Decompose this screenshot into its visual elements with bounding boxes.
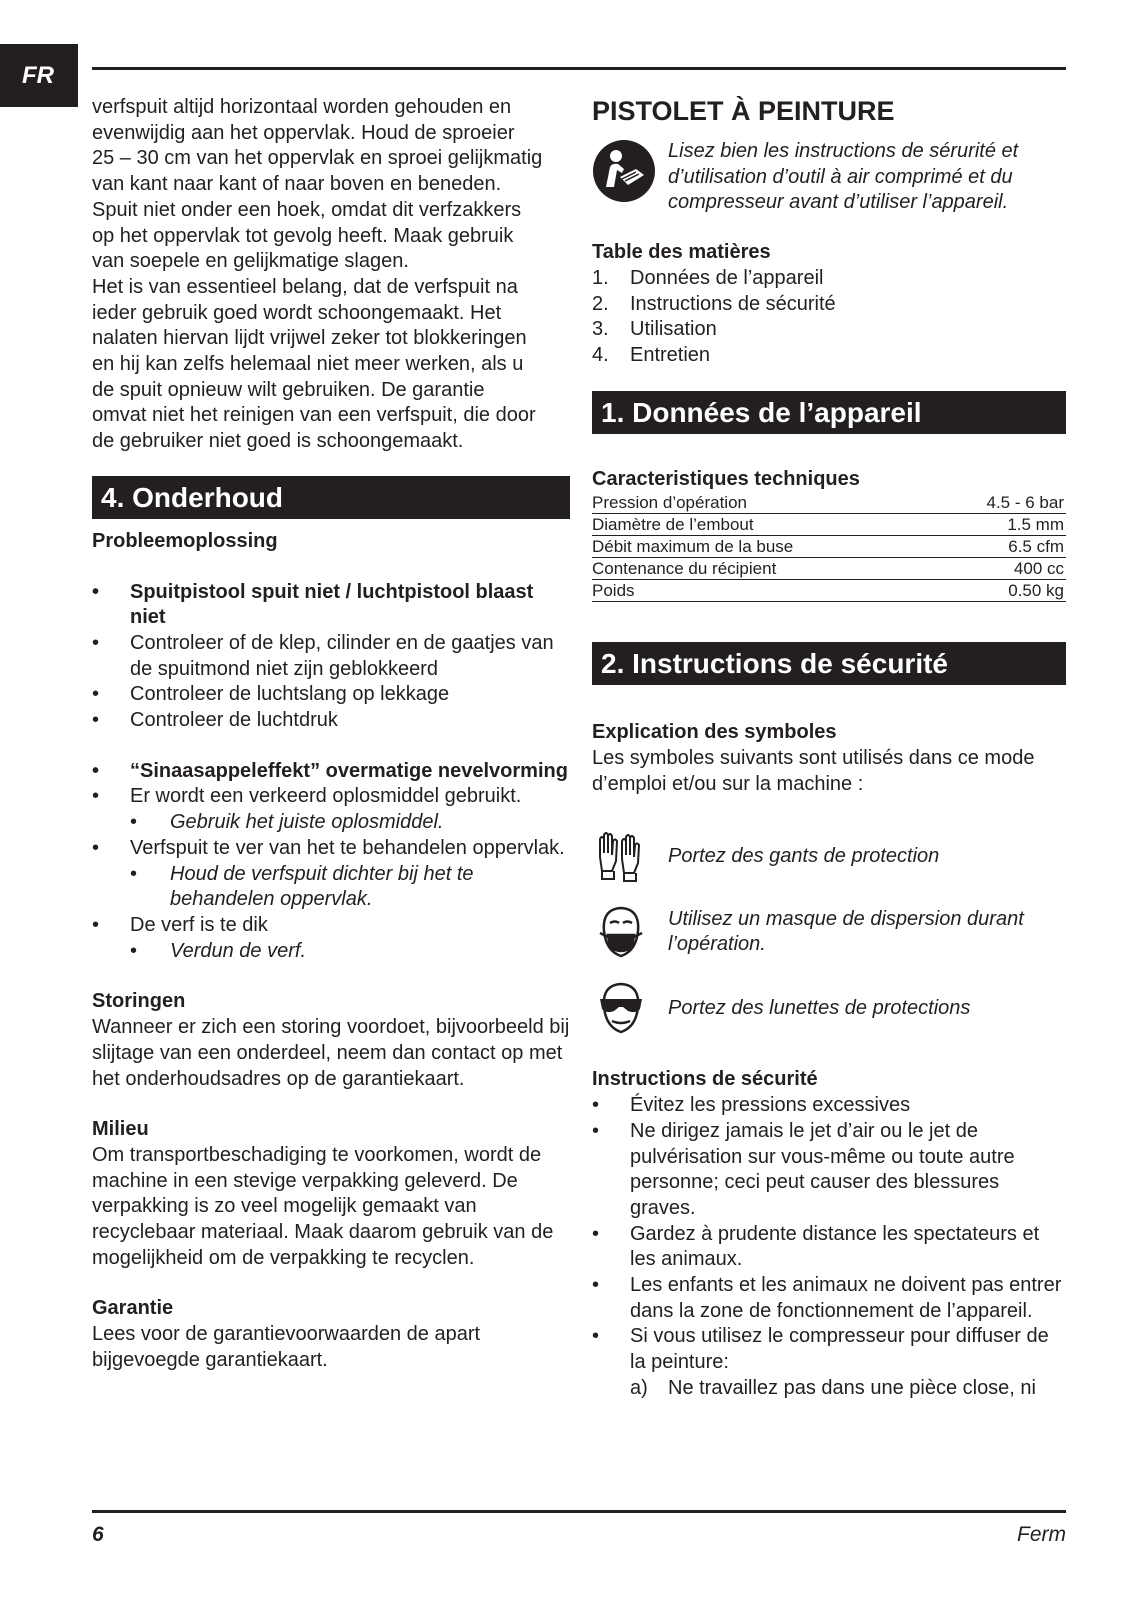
sub-list-item: a) Ne travaillez pas dans une pièce close, ni [630,1376,1036,1399]
sub-list-item: • Houd de verfspuit dichter bij het te behandelen oppervlak. [130,862,570,913]
gloves-icon [592,827,650,885]
page-number: 6 [92,1523,104,1546]
toc-heading: Table des matières [592,241,771,264]
toc-item: 4. Entretien [592,343,711,366]
symbol-row-gloves [592,827,1066,885]
symbol-row-mask [592,903,1066,961]
safety-glasses-icon [592,979,650,1037]
section-heading-onderhoud: 4. Onderhoud [92,476,570,519]
problem-title: • Spuitpistool spuit niet / luchtpistool blaast niet [92,580,570,631]
problem-list-1 [92,580,570,734]
problem-title: • “Sinaasappeleffekt” overmatige nevelvorming [92,759,570,785]
list-item: • Controleer de luchtslang op lekkage [92,682,570,708]
toc-item: 1. Données de l’appareil [592,266,824,289]
read-manual-notice [592,139,1066,216]
list-item: • Les enfants et les animaux ne doivent pas entrer dans la zone de fonctionnement de l’appareil. [592,1273,1066,1324]
garantie-heading: Garantie [92,1297,174,1320]
storingen-heading: Storingen [92,990,186,1013]
spec-value: 6.5 cfm [933,536,1066,558]
list-item: • Ne dirigez jamais le jet d’air ou le jet de pulvérisation sur vous-même ou toute autre personne; ceci peut causer des blessures graves. [592,1119,1066,1222]
symbols-intro: Les symboles suivants sont utilisés dans ce mode d’emploi et/ou sur la machine : [592,747,1035,795]
language-tab [0,44,78,107]
milieu-heading: Milieu [92,1118,149,1141]
read-manual-icon [592,139,656,203]
right-column [592,95,1066,1402]
list-item: • Si vous utilisez le compresseur pour diffuser de la peinture: a) Ne travaillez pas dans une pièce close, ni [592,1324,1066,1401]
spec-value: 1.5 mm [933,514,1066,536]
list-item: • Controleer of de klep, cilinder en de gaatjes van de spuitmond niet zijn geblokkeerd [92,631,570,682]
brand-name: Ferm [1017,1523,1066,1546]
toc-list [592,266,1066,369]
table-row [592,514,1066,536]
toc-item: 3. Utilisation [592,318,717,341]
bottom-rule [92,1510,1066,1513]
symbol-text: Portez des gants de protection [668,844,940,867]
garantie-text: Lees voor de garantievoorwaarden de apart bijgevoegde garantiekaart. [92,1323,481,1371]
read-manual-text: Lisez bien les instructions de sérurité et d’utilisation d’outil à air comprimé et du compresseur avant d’utiliser l’appareil. [668,140,1019,214]
intro-paragraph: verfspuit altijd horizontaal worden gehouden en evenwijdig aan het oppervlak. Houd de sproeier 25 – 30 cm van het oppervlak en sproei gelijkmatig van kant naar kant of naar boven en beneden. Spuit niet onder een hoek, omdat dit verfzakkers op het oppervlak tot gevolg heeft. Maak gebruik van soepele en gelijkmatige slagen. Het is van essentieel belang, dat de verfspuit na ieder gebruik goed wordt schoongemaakt. Het nalaten hiervan lijdt vrijwel zeker tot blokkeringen en hij kan zelfs helemaal niet meer werken, als u de spuit opnieuw wilt gebruiken. De garantie omvat niet het reinigen van een verfspuit, die door de gebruiker niet goed is schoongemaakt. [92,96,543,453]
list-item: • Controleer de luchtdruk [92,708,570,734]
milieu-text: Om transportbeschadiging te voorkomen, wordt de machine in een stevige verpakking geleverd. De verpakking is zo veel mogelijk gemaakt van recyclebaar materiaal. Maak daarom gebruik van de mogelijkheid om de verpakking te recyclen. [92,1143,554,1269]
spec-label: Diamètre de l’embout [592,514,933,536]
spec-value: 400 cc [933,558,1066,580]
safety-list [592,1093,1066,1401]
list-item: • Gardez à prudente distance les spectateurs et les animaux. [592,1222,1066,1273]
page-title: PISTOLET À PEINTURE [592,96,895,126]
table-row [592,580,1066,602]
symbol-text: Utilisez un masque de dispersion durant l’opération. [668,907,1024,956]
spec-label: Contenance du récipient [592,558,933,580]
storingen-text: Wanneer er zich een storing voordoet, bijvoorbeeld bij slijtage van een onderdeel, neem dan contact op met het onderhoudsadres op de garantiekaart. [92,1016,570,1090]
symbols-heading: Explication des symboles [592,721,837,744]
problem-list-2 [92,759,570,965]
section-heading-securite: 2. Instructions de sécurité [592,642,1066,685]
list-item: • Évitez les pressions excessives [592,1093,1066,1119]
spec-label: Pression d’opération [592,492,933,514]
list-item: • Verfspuit te ver van het te behandelen oppervlak. • Houd de verfspuit dichter bij het te behandelen oppervlak. [92,836,570,913]
table-row [592,536,1066,558]
toc-item: 2. Instructions de sécurité [592,292,836,315]
sub-list-item: • Gebruik het juiste oplosmiddel. [130,810,570,836]
table-row [592,492,1066,514]
specs-table [592,492,1066,602]
symbol-row-glasses [592,979,1066,1037]
left-column [92,95,570,1374]
sub-list-item: • Verdun de verf. [130,939,570,965]
safety-heading: Instructions de sécurité [592,1068,818,1091]
symbol-text: Portez des lunettes de protections [668,996,971,1019]
section-heading-donnees: 1. Données de l’appareil [592,391,1066,434]
specs-heading: Caracteristiques techniques [592,467,860,490]
list-item: • Er wordt een verkeerd oplosmiddel gebruikt. • Gebruik het juiste oplosmiddel. [92,784,570,835]
table-row [592,558,1066,580]
spec-label: Poids [592,580,933,602]
spec-label: Débit maximum de la buse [592,536,933,558]
list-item: • De verf is te dik • Verdun de verf. [92,913,570,964]
dust-mask-icon [592,903,650,961]
probleemoplossing-heading: Probleemoplossing [92,529,278,552]
language-label: FR [22,61,54,89]
spec-value: 4.5 - 6 bar [933,492,1066,514]
spec-value: 0.50 kg [933,580,1066,602]
top-rule [92,67,1066,70]
